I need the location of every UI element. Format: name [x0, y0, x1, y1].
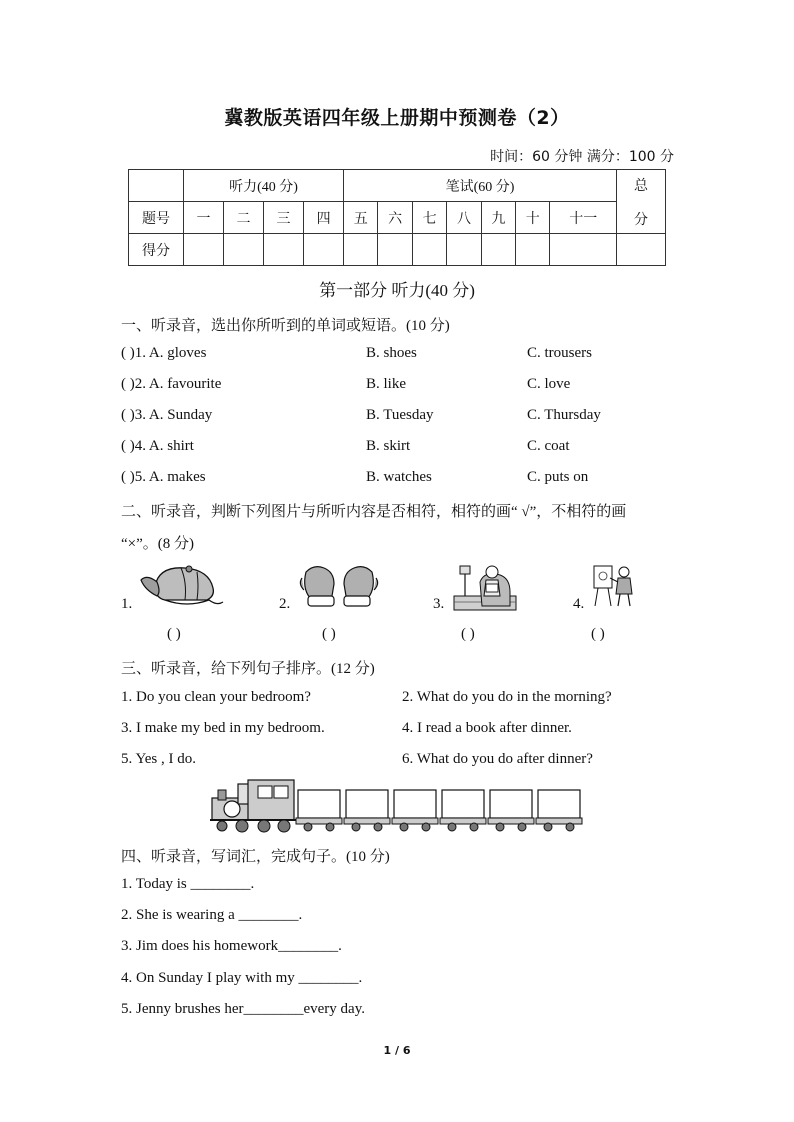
- s4-sentence-2: 2. She is wearing a ________.: [121, 907, 303, 923]
- score-cell[interactable]: [304, 234, 344, 266]
- s1-item4-b: B. skirt: [366, 438, 411, 454]
- train-car: [344, 790, 390, 831]
- s1-item2-b: B. like: [366, 376, 406, 392]
- section2-heading-line2: “×”。(8 分): [121, 536, 195, 552]
- score-cell[interactable]: [184, 234, 224, 266]
- score-cell[interactable]: [516, 234, 550, 266]
- score-cell-total[interactable]: [617, 234, 666, 266]
- s1-item5-b: B. watches: [366, 469, 432, 485]
- s2-answer-2[interactable]: ( ): [322, 626, 336, 642]
- s1-item2-stem: ( )2. A. favourite: [121, 376, 222, 392]
- section4-heading: 四、听录音，写词汇，完成句子。(10 分): [121, 849, 390, 865]
- section2-heading-line1: 二、听录音，判断下列图片与所听内容是否相符，相符的画“ √”，不相符的画: [121, 504, 627, 520]
- s1-item1-b: B. shoes: [366, 345, 417, 361]
- total-header-line1: 总: [634, 178, 648, 194]
- mittens-picture: [296, 562, 382, 610]
- page-title: 冀教版英语四年级上册期中预测卷（2）: [224, 107, 570, 129]
- question-number: 八: [447, 202, 481, 234]
- score-cell[interactable]: [378, 234, 412, 266]
- s1-item4-c: C. coat: [527, 438, 570, 454]
- score-cell[interactable]: [344, 234, 378, 266]
- s3-sentence-2: 2. What do you do in the morning?: [402, 689, 612, 705]
- s4-sentence-5: 5. Jenny brushes her________every day.: [121, 1001, 365, 1017]
- section1-heading: 一、听录音，选出你所听到的单词或短语。(10 分): [121, 318, 450, 334]
- score-cell[interactable]: [481, 234, 515, 266]
- section3-heading: 三、听录音，给下列句子排序。(12 分): [121, 661, 375, 677]
- question-number: 六: [378, 202, 412, 234]
- train-car: [440, 790, 486, 831]
- train-car: [296, 790, 342, 831]
- question-number: 九: [481, 202, 515, 234]
- cap-picture: [137, 562, 231, 612]
- s1-item5-stem: ( )5. A. makes: [121, 469, 206, 485]
- question-number: 十一: [550, 202, 617, 234]
- row-score-label: 得分: [129, 234, 184, 266]
- s3-sentence-1: 1. Do you clean your bedroom?: [121, 689, 311, 705]
- score-table-corner: [129, 170, 184, 202]
- question-number: 二: [224, 202, 264, 234]
- listening-header: 听力(40 分): [184, 170, 344, 202]
- row-question-label: 题号: [129, 202, 184, 234]
- total-header-line2: 分: [634, 212, 648, 228]
- question-number: 五: [344, 202, 378, 234]
- s3-sentence-4: 4. I read a book after dinner.: [402, 720, 572, 736]
- s2-label-4: 4.: [573, 596, 585, 612]
- score-cell[interactable]: [447, 234, 481, 266]
- score-cell[interactable]: [412, 234, 446, 266]
- question-number: 七: [412, 202, 446, 234]
- s3-sentence-3: 3. I make my bed in my bedroom.: [121, 720, 325, 736]
- reading-picture: [452, 562, 518, 612]
- question-number: 四: [304, 202, 344, 234]
- s1-item3-b: B. Tuesday: [366, 407, 434, 423]
- page-number: 1 / 6: [383, 1044, 411, 1057]
- s1-item1-c: C. trousers: [527, 345, 592, 361]
- s2-label-3: 3.: [433, 596, 445, 612]
- s1-item4-stem: ( )4. A. shirt: [121, 438, 194, 454]
- painting-picture: [592, 562, 638, 610]
- s1-item1-stem: ( )1. A. gloves: [121, 345, 207, 361]
- question-number: 三: [264, 202, 304, 234]
- part1-title: 第一部分 听力(40 分): [319, 281, 475, 300]
- score-cell[interactable]: [264, 234, 304, 266]
- s2-answer-3[interactable]: ( ): [461, 626, 475, 642]
- question-number: 十: [516, 202, 550, 234]
- train-car: [488, 790, 534, 831]
- s2-label-2: 2.: [279, 596, 291, 612]
- s1-item3-c: C. Thursday: [527, 407, 601, 423]
- question-number: 一: [184, 202, 224, 234]
- s4-sentence-1: 1. Today is ________.: [121, 876, 255, 892]
- score-cell[interactable]: [224, 234, 264, 266]
- s1-item5-c: C. puts on: [527, 469, 589, 485]
- s2-label-1: 1.: [121, 596, 133, 612]
- s3-sentence-6: 6. What do you do after dinner?: [402, 751, 593, 767]
- s1-item3-stem: ( )3. A. Sunday: [121, 407, 213, 423]
- s2-answer-4[interactable]: ( ): [591, 626, 605, 642]
- time-info: 时间：60 分钟 满分：100 分: [490, 149, 674, 165]
- score-table: [128, 169, 666, 266]
- score-cell[interactable]: [550, 234, 617, 266]
- total-header: [617, 170, 666, 234]
- s4-sentence-3: 3. Jim does his homework________.: [121, 938, 342, 954]
- writing-header: 笔试(60 分): [344, 170, 617, 202]
- s1-item2-c: C. love: [527, 376, 571, 392]
- train-car: [536, 790, 582, 831]
- s2-answer-1[interactable]: ( ): [167, 626, 181, 642]
- s4-sentence-4: 4. On Sunday I play with my ________.: [121, 970, 363, 986]
- s3-sentence-5: 5. Yes , I do.: [121, 751, 197, 767]
- train-picture: [208, 776, 588, 836]
- train-car: [392, 790, 438, 831]
